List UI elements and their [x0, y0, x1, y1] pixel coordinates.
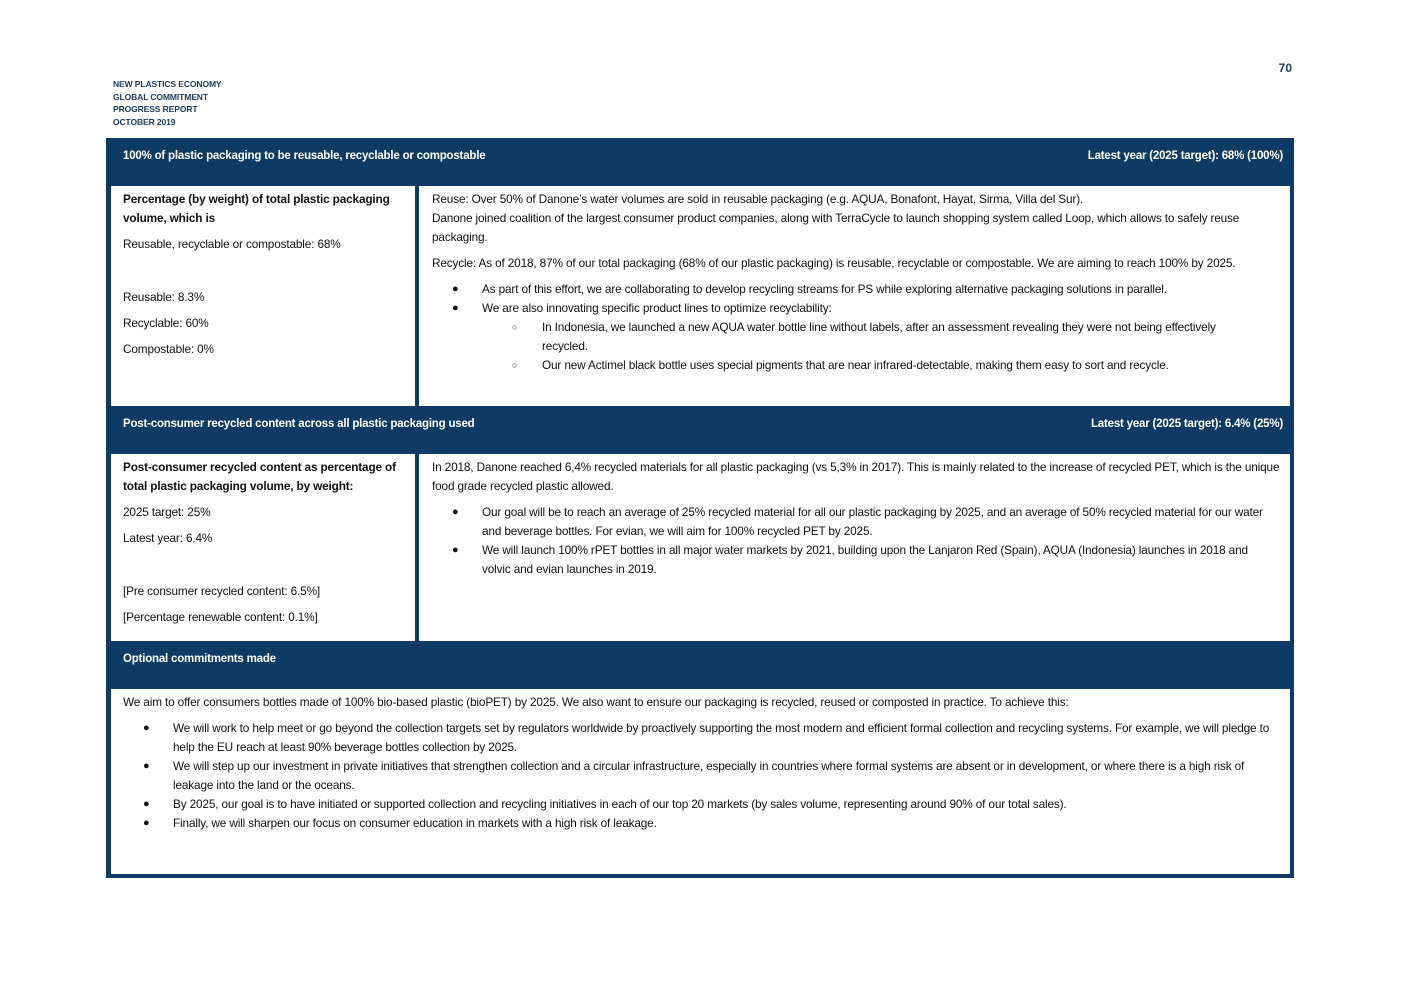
section2-latest: Latest year (2025 target): 6.4% (25%) — [1090, 418, 1283, 430]
list-item — [452, 503, 1270, 541]
section1-loop-text: Danone joined coalition of the largest consumer product companies, along with TerraCycle to launch shopping system called Loop, which allows to safely reuse packaging. — [432, 211, 1240, 244]
list-item — [143, 814, 1278, 833]
section2-bullet-list — [432, 503, 1280, 579]
bullet-icon: ● — [143, 798, 150, 810]
section1-reuse-text: Reuse: Over 50% of Danone’s water volumes are sold in reusable packaging (e.g. AQUA, Bonafont, Hayat, Sirma, Villa del Sur). — [432, 192, 1084, 206]
circle-bullet-icon: ○ — [512, 360, 518, 370]
section1-sub-bullet-list — [432, 318, 1280, 375]
section1-detail-cell — [419, 186, 1290, 406]
circle-bullet-icon: ○ — [512, 322, 518, 332]
list-item — [452, 280, 1280, 299]
bullet-icon: ● — [143, 760, 150, 772]
list-item-text: In Indonesia, we launched a new AQUA water bottle line without labels, after an assessment revealing they were not being effectively recycled. — [542, 320, 1216, 353]
list-item-text: Our goal will be to reach an average of 25% recycled material for all our plastic packaging by 2025, and an average of 50% recycled material for our water and beverage bottles. For evian, we will aim for 100% recycled PET by 2025. — [482, 505, 1263, 538]
report-header — [113, 78, 222, 128]
section1-title: 100% of plastic packaging to be reusable, recyclable or compostable — [123, 150, 486, 162]
section1-metric-label: Percentage (by weight) of total plastic packaging volume, which is — [123, 192, 390, 225]
section3-detail-cell — [111, 689, 1290, 874]
section3-intro-text: We aim to offer consumers bottles made of 100% bio-based plastic (bioPET) by 2025. We also want to ensure our packaging is recycled, reused or composted in practice. To achieve this: — [123, 695, 1069, 709]
section2-metric-cell — [111, 454, 415, 641]
bullet-icon: ● — [452, 283, 459, 295]
report-header-line: GLOBAL COMMITMENT — [113, 91, 208, 102]
section1-metric-reusable: Reusable: 8.3% — [123, 290, 205, 304]
section2-detail-cell — [419, 454, 1290, 641]
section3-title: Optional commitments made — [123, 653, 276, 665]
commitments-table — [106, 138, 1294, 878]
section1-recycle-text: Recycle: As of 2018, 87% of our total packaging (68% of our plastic packaging) is reusable, recyclable or compostable. We are aiming to reach 100% by 2025. — [432, 256, 1236, 270]
list-item-text: By 2025, our goal is to have initiated or supported collection and recycling initiatives in each of our top 20 markets (by sales volume, representing around 90% of our total sales). — [173, 797, 1067, 811]
section2-pre-consumer: [Pre consumer recycled content: 6.5%] — [123, 584, 321, 598]
list-item — [452, 541, 1270, 579]
list-item-text: Finally, we will sharpen our focus on consumer education in markets with a high risk of leakage. — [173, 816, 657, 830]
section1-metric-total: Reusable, recyclable or compostable: 68% — [123, 237, 341, 251]
list-item — [512, 356, 1260, 375]
list-item-text: We will work to help meet or go beyond the collection targets set by regulators worldwide by proactively supporting the most modern and efficient formal collection and recycling systems. For example, we will pledge to help the EU reach at least 90% beverage bottles collection by 2025. — [173, 721, 1270, 754]
section1-latest: Latest year (2025 target): 68% (100%) — [1087, 150, 1283, 162]
list-item — [512, 318, 1260, 356]
section2-target: 2025 target: 25% — [123, 505, 211, 519]
list-item — [143, 719, 1278, 757]
section3-bullet-list — [123, 719, 1278, 833]
section2-intro-text: In 2018, Danone reached 6,4% recycled materials for all plastic packaging (vs 5,3% in 2017). This is mainly related to the increase of recycled PET, which is the unique food grade recycled plastic allowed. — [432, 460, 1280, 493]
bullet-icon: ● — [143, 817, 150, 829]
list-item — [143, 795, 1278, 814]
page-number: 70 — [1278, 61, 1292, 75]
report-header-line: OCTOBER 2019 — [113, 116, 176, 127]
report-header-line: PROGRESS REPORT — [113, 104, 198, 114]
section2-latest-year: Latest year: 6.4% — [123, 531, 213, 545]
section1-metric-recyclable: Recyclable: 60% — [123, 316, 209, 330]
list-item-text: We will launch 100% rPET bottles in all major water markets by 2021, building upon the Lanjaron Red (Spain), AQUA (Indonesia) launches in 2018 and volvic and evian launches in 2019. — [482, 543, 1248, 576]
bullet-icon: ● — [452, 302, 459, 314]
section1-metric-cell — [111, 186, 415, 406]
list-item — [452, 299, 1280, 318]
bullet-icon: ● — [452, 544, 459, 556]
section2-title: Post-consumer recycled content across all plastic packaging used — [123, 418, 475, 430]
bullet-icon: ● — [452, 506, 459, 518]
section2-renewable: [Percentage renewable content: 0.1%] — [123, 610, 318, 624]
section1-metric-compostable: Compostable: 0% — [123, 342, 214, 356]
list-item — [143, 757, 1278, 795]
section1-bullet-list — [432, 280, 1280, 318]
section2-metric-label: Post-consumer recycled content as percentage of total plastic packaging volume, by weight: — [123, 460, 396, 493]
list-item-text: Our new Actimel black bottle uses special pigments that are near infrared-detectable, making them easy to sort and recycle. — [542, 358, 1169, 372]
bullet-icon: ● — [143, 722, 150, 734]
report-header-line: NEW PLASTICS ECONOMY — [113, 79, 222, 89]
list-item-text: We will step up our investment in private initiatives that strengthen collection and a circular infrastructure, especially in countries where formal systems are absent or in development, or where there is a high risk of leakage into the land or the oceans. — [173, 759, 1245, 792]
list-item-text: As part of this effort, we are collaborating to develop recycling streams for PS while exploring alternative packaging solutions in parallel. — [482, 282, 1167, 296]
list-item-text: We are also innovating specific product lines to optimize recyclability: — [482, 301, 832, 315]
